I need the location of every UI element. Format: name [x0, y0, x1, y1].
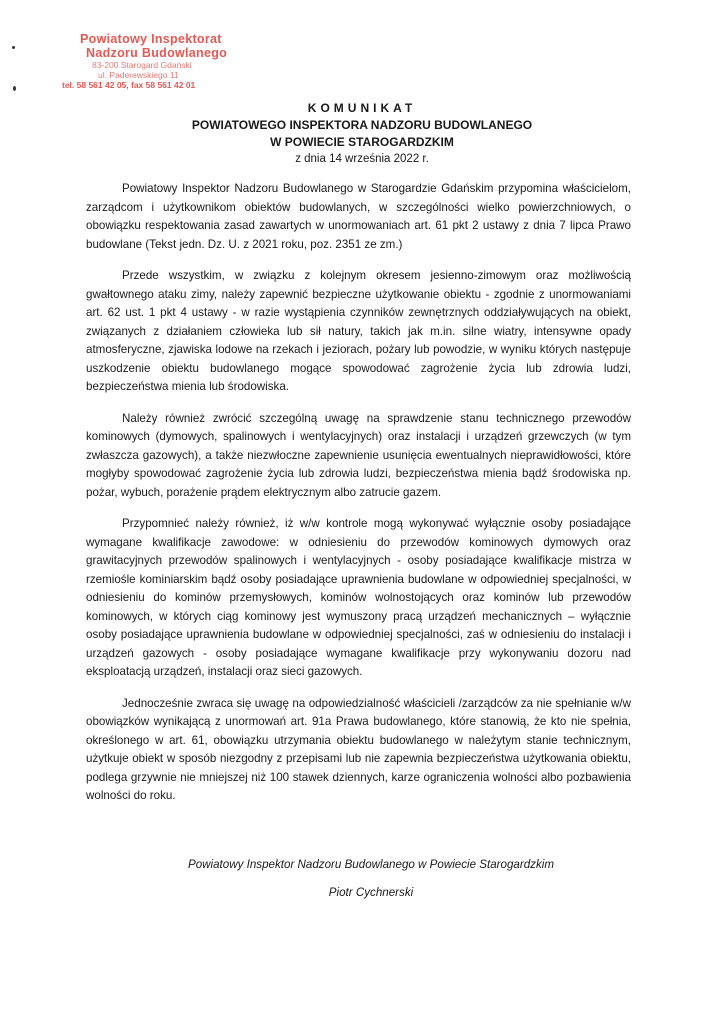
document-subtitle-1: POWIATOWEGO INSPEKTORA NADZORU BUDOWLANEGO — [191, 118, 533, 132]
office-stamp — [62, 32, 256, 91]
document-subtitle-2: W POWIECIE STAROGARDZKIM — [270, 135, 454, 149]
paragraph: Przypomnieć należy również, iż w/w kontrole mogą wykonywać wyłącznie osoby posiadające wymagane kwalifikacje zawodowe: w odniesieniu do przewodów kominowych dymowych oraz grawitacyjnych przewodów spalinowych i wentylacyjnych - osoby posiadające kwalifikacje mistrza w rzemiośle kominiarskim bądź osoby posiadające uprawnienia budowlane w odpowiedniej specjalności, w odniesieniu do kominów przemysłowych, kominów wolnostojących oraz kominów lub przewodów kominowych, w których ciąg kominowy jest wymuszony pracą urządzeń mechanicznych – wyłącznie osoby posiadające uprawnienia budowlane w odpowiedniej specjalności, zaś w odniesieniu do instalacji i urządzeń gazowych - osoby posiadające wymagane kwalifikacje przy wykonywaniu dozoru nad eksploatacją urządzeń, instalacji oraz sieci gazowych. — [86, 517, 631, 678]
stamp-line-2: Nadzoru Budowlanego — [86, 46, 228, 60]
stamp-line-5: tel. 58 561 42 05, fax 58 561 42 01 — [62, 80, 196, 90]
paragraph: Jednocześnie zwraca się uwagę na odpowiedzialność właścicieli /zarządców za nie spełnianie w/w obowiązków wynikającą z unormowań art. 91a Prawa budowlanego, które stanowią, że kto nie spełnia, określonego w art. 61, obowiązku utrzymania obiektu budowlanego w należytym stanie technicznym, użytkuje obiekt w sposób niezgodny z przepisami lub nie zapewnia bezpieczeństwa użytkowania obiektu, podlega grzywnie nie mniejszej niż 100 stawek dziennych, karze ograniczenia wolności albo pozbawienia wolności do roku. — [86, 696, 631, 802]
stamp-line-3: 83-200 Starogard Gdański — [92, 60, 192, 70]
signature-title: Powiatowy Inspektor Nadzoru Budowlanego w Powiecie Starogardzkim — [187, 858, 555, 871]
signature-name-block — [12, 886, 718, 899]
scan-speck — [13, 86, 16, 91]
paragraph: Należy również zwrócić szczególną uwagę na sprawdzenie stanu technicznego przewodów kominowych (dymowych, spalinowych i wentylacyjnych) oraz instalacji i urządzeń grzewczych (w tym zwłaszcza gazowych), a także niezwłoczne zapewnienie usunięcia ewentualnych nieprawidłowości, które mogłyby spowodować zagrożenie życia lub zdrowia ludzi, bezpieczeństwa mienia bądź środowiska np. pożar, wybuch, porażenie prądem elektrycznym albo zatrucie gazem. — [86, 411, 631, 499]
paragraph: Przede wszystkim, w związku z kolejnym okresem jesienno-zimowym oraz możliwością gwałtownego ataku zimy, należy zapewnić bezpieczne użytkowanie obiektu - zgodnie z unormowaniami art. 62 ust. 1 pkt 4 ustawy - w razie wystąpienia czynników zewnętrznych oddziaływujących na obiekt, związanych z działaniem człowieka lub sił natury, takich jak m.in. silne wiatry, intensywne opady atmosferyczne, zjawiska lodowe na rzekach i jeziorach, pożary lub powodzie, w wyniku których następuje uszkodzenie obiektu budowlanego mogące spowodować zagrożenie życia lub zdrowia ludzi, bezpieczeństwa mienia lub środowiska. — [86, 269, 631, 393]
document-title: KOMUNIKAT — [307, 101, 417, 115]
signature-block — [12, 858, 718, 871]
paragraph: Powiatowy Inspektor Nadzoru Budowlanego w Starogardzie Gdańskim przypomina właścicielom, zarządcom i użytkownikom obiektów budowlanych, w szczególności wielko powierzchniowych, o obowiązku respektowania zasad zawartych w unormowaniach art. 61 pkt 2 ustawy z dnia 7 lipca Prawo budowlane (Tekst jedn. Dz. U. z 2021 roku, poz. 2351 ze zm.) — [86, 182, 631, 251]
document-date: z dnia 14 września 2022 r. — [295, 153, 429, 165]
stamp-line-1: Powiatowy Inspektorat — [80, 32, 222, 46]
scan-speck — [12, 46, 15, 49]
document-body — [86, 180, 631, 819]
document-header — [0, 100, 718, 168]
stamp-line-4: ul. Paderewskiego 11 — [98, 70, 179, 80]
signature-name: Piotr Cychnerski — [328, 886, 414, 899]
